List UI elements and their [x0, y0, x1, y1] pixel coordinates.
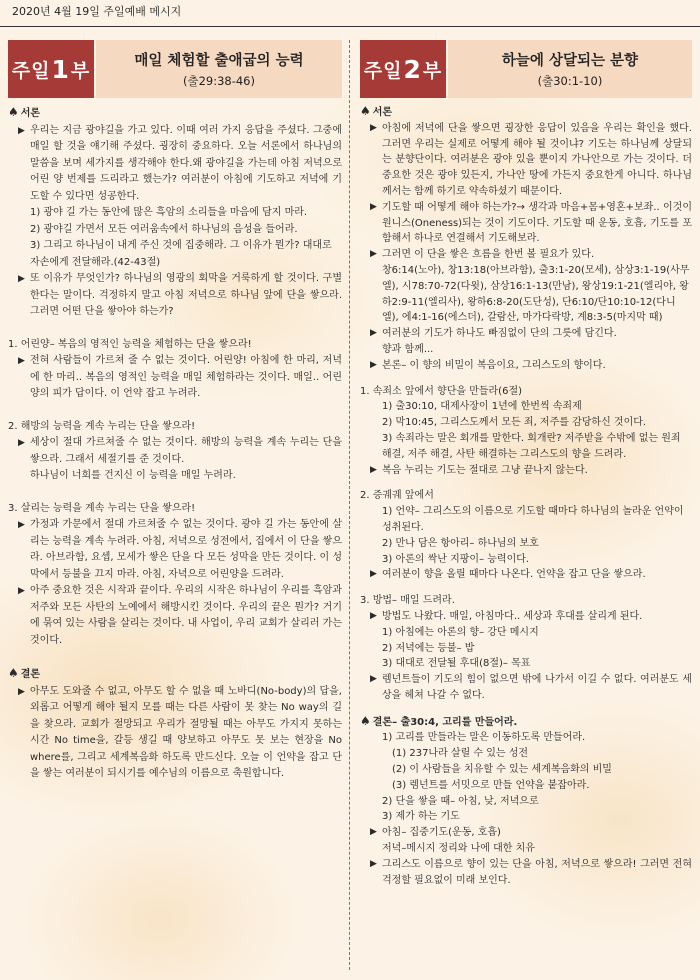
service-2-tag [360, 40, 446, 98]
conclusion-heading [360, 714, 692, 731]
section-1-heading: 1. 어린양– 복음의 영적인 능력을 체험하는 단을 쌓으라! [8, 338, 252, 350]
intro-points [8, 205, 342, 271]
triangle-bullet-icon: ▶ [370, 328, 377, 339]
triangle-bullet-icon: ▶ [18, 356, 25, 366]
conclusion-subpoint: (1) 237나라 살릴 수 있는 성전 [392, 748, 529, 760]
list-item [360, 672, 692, 704]
intro-heading [8, 104, 342, 123]
column-divider [349, 40, 350, 970]
triangle-bullet-icon: ▶ [370, 122, 377, 133]
list-item [360, 200, 692, 247]
section-2-heading: 2. 해방의 능력을 계속 누리는 단을 쌓으라! [8, 420, 196, 432]
conclusion-point: 3) 제가 하는 기도 [382, 811, 460, 823]
tag-number: 1 [51, 54, 70, 84]
triangle-bullet-icon: ▶ [370, 858, 377, 869]
list-item [360, 326, 692, 342]
list-item [8, 353, 342, 403]
section-3-heading: 3. 방법– 매일 드려라. [360, 595, 455, 607]
triangle-bullet-icon: ▶ [18, 686, 25, 697]
section-point: 1) 아침에는 아론의 향– 강단 메시지 [382, 626, 539, 638]
conclusion-text: 아무도 도와줄 수 없고, 아무도 할 수 없을 때 노바디(No-body)의 답을, 외롭고 어떻게 해야 될지 모를 때는 다른 사람이 못 찾는 No way의 길을 찾으라. 교회가 절망되고 우리가 절망될 때는 아무도 가지지 못하는 시간 No time을, 갈등 생길 때 양보하고 아무도 못 보는 현장을 No where를, 그리고 세계복음화 하도록 만드신다. 오늘 이 언약을 잡고 단을 쌓는 여러분이 되시기를 예수님의 이름으로 축원합니다. [30, 685, 342, 779]
intro-text: 본론– 이 향의 비밀이 복음이요, 그리스도의 향이다. [382, 359, 606, 371]
triangle-bullet-icon: ▶ [370, 249, 377, 260]
conclusion-text: 그리스도 이름으로 향이 있는 단을 아침, 저녁으로 쌓으라! 그러면 전혀 걱정할 필요없이 미래 보인다. [382, 858, 692, 886]
triangle-bullet-icon: ▶ [370, 464, 377, 475]
section-3-points [360, 625, 692, 672]
conclusion-text: 아침– 집중기도(운동, 호흡) [382, 827, 501, 839]
service-2-titlebox [446, 40, 692, 98]
list-item [360, 247, 692, 263]
section-3-heading: 3. 살리는 능력을 계속 누리는 단을 쌓으라! [8, 502, 196, 514]
section-3-text: 렘넌트들이 기도의 힘이 없으면 밖에 나가서 이길 수 없다. 여러분도 세상을 헤쳐 나갈 수 없다. [382, 674, 692, 701]
intro-label: 서론 [372, 107, 393, 118]
service-1-column [8, 40, 342, 783]
list-item [8, 517, 342, 583]
tag-suffix: 부 [70, 59, 91, 82]
section-2-heading: 2. 증궤궤 앞에서 [360, 490, 434, 502]
section-2-text: 여러분이 향을 올릴 때마다 나온다. 언약을 잡고 단을 쌓으라. [382, 569, 646, 581]
scripture-reference: (출30:1-10) [537, 74, 603, 88]
section-3-text: 아주 중요한 것은 시작과 끝이다. 우리의 시작은 하나님이 우리를 흑암과 저주와 모든 사탄의 노예에서 해방시킨 것이다. 우리의 끝은 뭔가? 거기에 묶여 있는 사람을 살리는 것이다. 내 사업이, 우리 교회가 살리러 가는 것이다. [30, 585, 342, 646]
scripture-refs: 창6:14(노아), 창13:18(아브라함), 출3:1-20(모세), 삼상3:1-19(사무엘), 시78:70-72(다윗), 삼상16:1-13(만남), 왕상19:1-21(엘리야, 왕하2:9-11(엘리사), 왕하6:8-20(도단성), 단6:10/단10:10-12(다니엘), 에4:1-16(에스더), 갈람산, 마가다락방, 계8:3-5(마지막 때) [382, 264, 690, 324]
triangle-bullet-icon: ▶ [370, 827, 377, 838]
service-1-tag [8, 40, 94, 98]
list-item [360, 609, 692, 625]
list-item [8, 435, 342, 468]
conclusion-subpoint: (3) 렘넌트를 서밋으로 만들 언약을 붙잡아라. [392, 779, 590, 791]
intro-label: 서론 [20, 108, 41, 119]
service-2-column [360, 40, 692, 888]
triangle-bullet-icon: ▶ [18, 520, 25, 530]
conclusion-point: 1) 고리를 만들라는 말은 이동하도록 만들어라. [382, 732, 586, 744]
section-point: 3) 속죄라는 말은 회개를 말한다. 회개란? 저주받을 수밖에 없는 원죄 해결, 저주 해결, 사탄 해결하는 그리스도의 향을 드려라. [382, 432, 681, 460]
section-point: 3) 아론의 싹난 지팡이– 능력이다. [382, 553, 530, 565]
bulletin-date-header: 2020년 4월 19일 주일예배 메시지 [0, 0, 700, 27]
spade-icon: ♠ [8, 666, 19, 680]
section-3-text: 가정과 가문에서 절대 가르쳐줄 수 없는 것이다. 광야 길 가는 동안에 살리는 능력을 계속 누려라. 아침, 저녁으로 성전에서, 집에서 이 단을 쌓으라. 아브라함, 요셉, 모세가 쌓은 단을 다 모든 성막을 만든 것이다. 이 성막에서 등불을 끄지 마라. 아침, 자녁으로 어린양을 드려라. [30, 519, 342, 580]
section-point: 1) 언약– 그리스도의 이름으로 기도할 때마다 하나님의 놀라운 언약이 성취된다. [382, 506, 684, 533]
section-1-text: 복음 누리는 기도는 절대로 그냥 끝나지 않는다. [382, 464, 588, 476]
list-item [360, 857, 692, 889]
conclusion-heading [8, 665, 342, 684]
scripture-reference: (출29:38-46) [182, 74, 255, 88]
service-1-body [8, 104, 342, 783]
intro-more: 향과 함께... [382, 343, 434, 355]
intro-point: 1) 광야 길 가는 동안에 많은 흑암의 소리들을 마음에 담지 마라. [30, 207, 308, 218]
triangle-bullet-icon: ▶ [370, 201, 377, 212]
triangle-bullet-icon: ▶ [370, 610, 377, 621]
conclusion-text: 저녁–메시지 정리와 나에 대한 치유 [382, 843, 535, 855]
service-2-header [360, 40, 692, 98]
tag-prefix: 주일 [11, 59, 51, 82]
intro-point: 2) 광야길 가면서 모든 여러움속에서 하나님의 음성을 들어라. [30, 223, 298, 235]
intro-text: 여러분의 기도가 하나도 빠짐없이 단의 그릇에 담긴다. [382, 328, 617, 340]
sermon-title: 매일 체험할 출애굽의 능력 [134, 53, 304, 69]
spade-icon: ♠ [8, 105, 19, 119]
section-2-extra: 하나님이 너희를 건지신 이 능력을 매일 누려라. [30, 470, 236, 481]
section-2-text: 세상이 절대 가르쳐줄 수 없는 것이다. 해방의 능력을 계속 누리는 단을 쌓으라. 그래서 세절기를 준 것이다. [30, 437, 342, 465]
conclusion-label: 결론 [20, 669, 41, 680]
intro-point: 3) 그리고 하나님이 내게 주신 것에 집중해라. 그 이유가 뭔가? 대대로 자손에게 전달해라.(42-43절) [30, 240, 332, 268]
service-1-titlebox [94, 40, 342, 98]
list-item [360, 567, 692, 583]
section-1-heading: 1. 속죄소 앞에서 향단을 만들라(6절) [360, 385, 523, 397]
section-1-points [360, 399, 692, 462]
triangle-bullet-icon: ▶ [18, 125, 25, 136]
intro-heading [360, 104, 692, 121]
list-item [8, 684, 342, 783]
intro-text: 기도할 때 어떻게 해야 하는가?→ 생각과 마음+몸+영혼+보좌.. 이것이 원니스(Oneness)되는 것이 기도이다. 기도할 때 운동, 호흡, 기도를 포함해서 하나로 연결해서 기도해보라. [382, 201, 692, 245]
section-1-text: 전혀 사람들이 가르쳐 줄 수 없는 것이다. 어린양! 아침에 한 마리, 저녁에 한 마리.. 복음의 영적인 능력을 매일 체험하라는 것이다. 매일.. 어린양의 피가 답이다. 이 언약 잡고 누려라. [30, 355, 342, 399]
triangle-bullet-icon: ▶ [18, 438, 25, 448]
tag-prefix: 주일 [363, 59, 403, 82]
triangle-bullet-icon: ▶ [18, 274, 25, 284]
section-point: 2) 막10:45, 그리스도께서 모든 죄, 저주를 감당하신 것이다. [382, 417, 647, 429]
conclusion-subpoint: (2) 이 사람들을 치유할 수 있는 세계복음화의 비밀 [392, 764, 612, 776]
conclusion-point: 2) 단을 쌓을 때– 아침, 낮, 저녁으로 [382, 795, 539, 807]
triangle-bullet-icon: ▶ [18, 586, 25, 596]
section-point: 2) 만나 담은 항아리– 하나님의 보호 [382, 537, 539, 549]
triangle-bullet-icon: ▶ [370, 569, 377, 580]
sermon-title: 하늘에 상달되는 분향 [501, 53, 639, 69]
list-item [360, 463, 692, 479]
triangle-bullet-icon: ▶ [370, 674, 377, 685]
conclusion-subpoints [360, 746, 692, 793]
triangle-bullet-icon: ▶ [370, 359, 377, 370]
list-item [8, 123, 342, 206]
conclusion-label: 결론– 출30:4, 고리를 만들어라. [372, 716, 518, 728]
list-item [360, 358, 692, 374]
section-point: 3) 대대로 전달될 후대(8절)– 목표 [382, 658, 531, 670]
intro-text: 우리는 지금 광야길을 가고 있다. 이때 여러 가지 응답을 주셨다. 그중에 매일 할 것을 얘기해 주셨다. 굉장히 중요하다. 오늘 서론에서 하나님의 말씀을 보며 세가지를 생각해야 한다.왜 광야길을 가는데 아침 저녁으로 어린 양 번제를 드리라고 했는가? 여러분이 아침에 기도하고 저녁에 기도할 수 있다면 성공한다. [30, 124, 342, 202]
list-item [8, 271, 342, 321]
service-2-body [360, 104, 692, 888]
list-item [360, 825, 692, 841]
tag-number: 2 [403, 54, 422, 84]
list-item [360, 121, 692, 200]
section-point: 1) 출30:10, 대제사장이 1년에 한번씩 속죄제 [382, 401, 582, 413]
section-2-points [360, 504, 692, 567]
tag-suffix: 부 [422, 59, 443, 82]
service-1-header [8, 40, 342, 98]
list-item [8, 583, 342, 649]
spade-icon: ♠ [360, 104, 371, 118]
intro-why-text: 또 이유가 무엇인가? 하나님의 영광의 회막을 거룩하게 할 것이다. 구별한다는 말이다. 걱정하지 말고 아침 저녁으로 하나님 앞에 단을 쌓으라. 그러면 어떤 단을 쌓아야 하는가? [30, 273, 342, 317]
section-3-text: 방법도 나왔다. 매일, 아침마다.. 세상과 후대를 살리게 된다. [382, 610, 643, 622]
intro-text: 아침에 저녁에 단을 쌓으면 굉장한 응답이 있음을 우리는 확인을 했다. 그러면 우리는 실제로 어떻게 해야 될 것이냐? 기도는 하나님께 상달되는 분향단이다. 여러분은 광야 있을 뿐이지 가나안으로 가는 것이다. 더 중요한 것은 광야 있든지, 가나안 땅에 가든지 중요한게 아니다. 하나님께서는 함께 하기로 약속하셨기 때문이다. [382, 122, 692, 197]
spade-icon: ♠ [360, 713, 371, 728]
intro-text: 그러면 이 단을 쌓은 흐름을 한번 볼 필요가 있다. [382, 249, 595, 261]
section-point: 2) 저녁에는 등불– 밥 [382, 642, 475, 654]
